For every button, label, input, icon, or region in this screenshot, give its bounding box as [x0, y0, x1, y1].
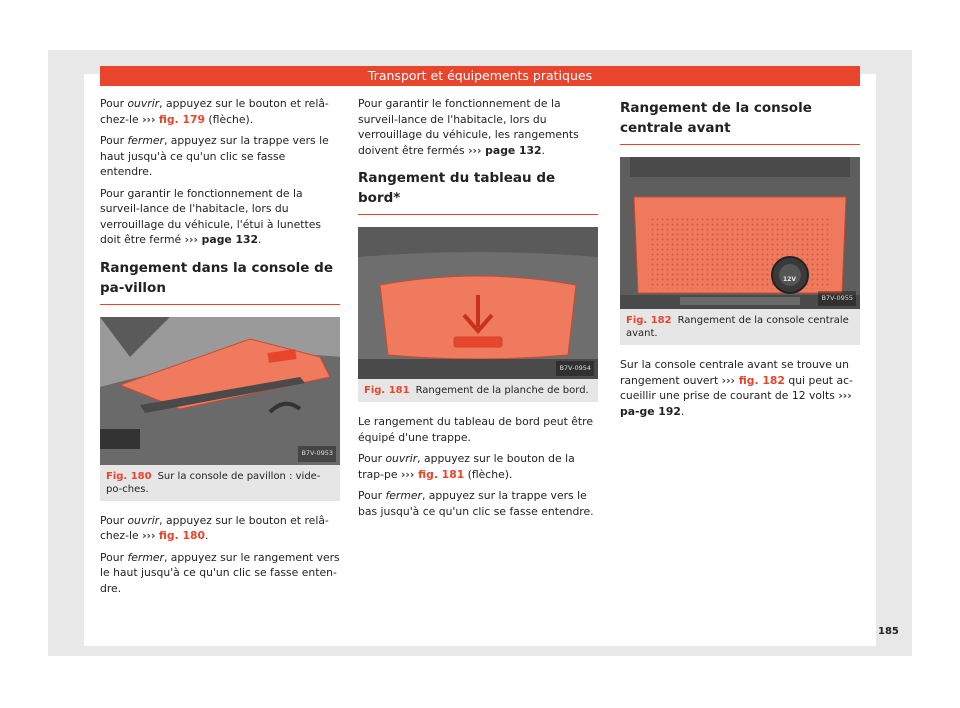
figure-181: B7V-0954 [358, 227, 598, 379]
heading-dashboard: Rangement du tableau de bord* [358, 168, 598, 215]
fig-179-link[interactable]: fig. 179 [158, 112, 205, 126]
figure-181-caption: Fig. 181 Rangement de la planche de bord. [358, 379, 598, 402]
paragraph-surveillance-2: Pour garantir le fonctionnement de la surveil-lance de l'habitacle, lors du verrouillage du véhicule, les rangements doivent être fermés ››› page 132. [358, 97, 579, 157]
paragraph-open-roof: Pour ouvrir, appuyez sur le bouton et relâ-chez-le ››› fig. 180. [100, 513, 329, 542]
figure-180: B7V-0953 [100, 317, 340, 465]
figure-182: 12V B7V-0955 [620, 157, 860, 309]
dashboard-illustration [358, 227, 598, 379]
page-header: Transport et équipements pratiques [100, 66, 860, 86]
paragraph-dashboard-flap: Le rangement du tableau de bord peut être équipé d'une trappe. [358, 415, 593, 444]
paragraph-close-roof: Pour fermer, appuyez sur le rangement vers le haut jusqu'à ce qu'un clic se fasse enten-dre. [100, 550, 340, 595]
paragraph-close-dashboard: Pour fermer, appuyez sur la trappe vers le bas jusqu'à ce qu'un clic se fasse entendre. [358, 489, 594, 518]
fig-182-link[interactable]: fig. 182 [735, 373, 785, 387]
heading-center-console: Rangement de la console centrale avant [620, 98, 860, 145]
paragraph-close-glasses: Pour fermer, appuyez sur la trappe vers le haut jusqu'à ce qu'un clic se fasse entendre. [100, 134, 329, 178]
figure-182-caption: Fig. 182 Rangement de la console centrale avant. [620, 309, 860, 345]
socket-label: 12V [783, 276, 796, 283]
page-132-link-2[interactable]: page 132 [481, 143, 542, 157]
page-number: 185 [878, 626, 899, 637]
column-2 [358, 96, 598, 525]
fig-180-link[interactable]: fig. 180 [158, 529, 205, 542]
fig-181-link[interactable]: fig. 181 [414, 467, 465, 481]
column-1 [100, 96, 340, 602]
column-3 [620, 96, 860, 425]
page-192-link[interactable]: pa-ge 192 [620, 404, 681, 418]
paragraph-open-glasses: Pour ouvrir, appuyez sur le bouton et relâ-chez-le ››› fig. 179 (flèche). [100, 97, 329, 126]
page-132-link[interactable]: page 132 [197, 233, 259, 246]
figure-180-caption: Fig. 180 Sur la console de pavillon : vide-po-ches. [100, 465, 340, 501]
roof-console-illustration [100, 317, 340, 465]
paragraph-open-dashboard: Pour ouvrir, appuyez sur le bouton de la trap-pe ››› fig. 181 (flèche). [358, 452, 575, 481]
heading-roof-console: Rangement dans la console de pa-villon [100, 258, 340, 305]
paragraph-center-console: Sur la console centrale avant se trouve un rangement ouvert ››› fig. 182 qui peut ac-cueillir une prise de courant de 12 volts ››› pa-ge 192. [620, 358, 853, 418]
center-console-illustration [620, 157, 860, 309]
paragraph-surveillance: Pour garantir le fonctionnement de la surveil-lance de l'habitacle, lors du verrouillage du véhicule, l'étui à lunettes doit être fermé ››› page 132. [100, 186, 321, 246]
